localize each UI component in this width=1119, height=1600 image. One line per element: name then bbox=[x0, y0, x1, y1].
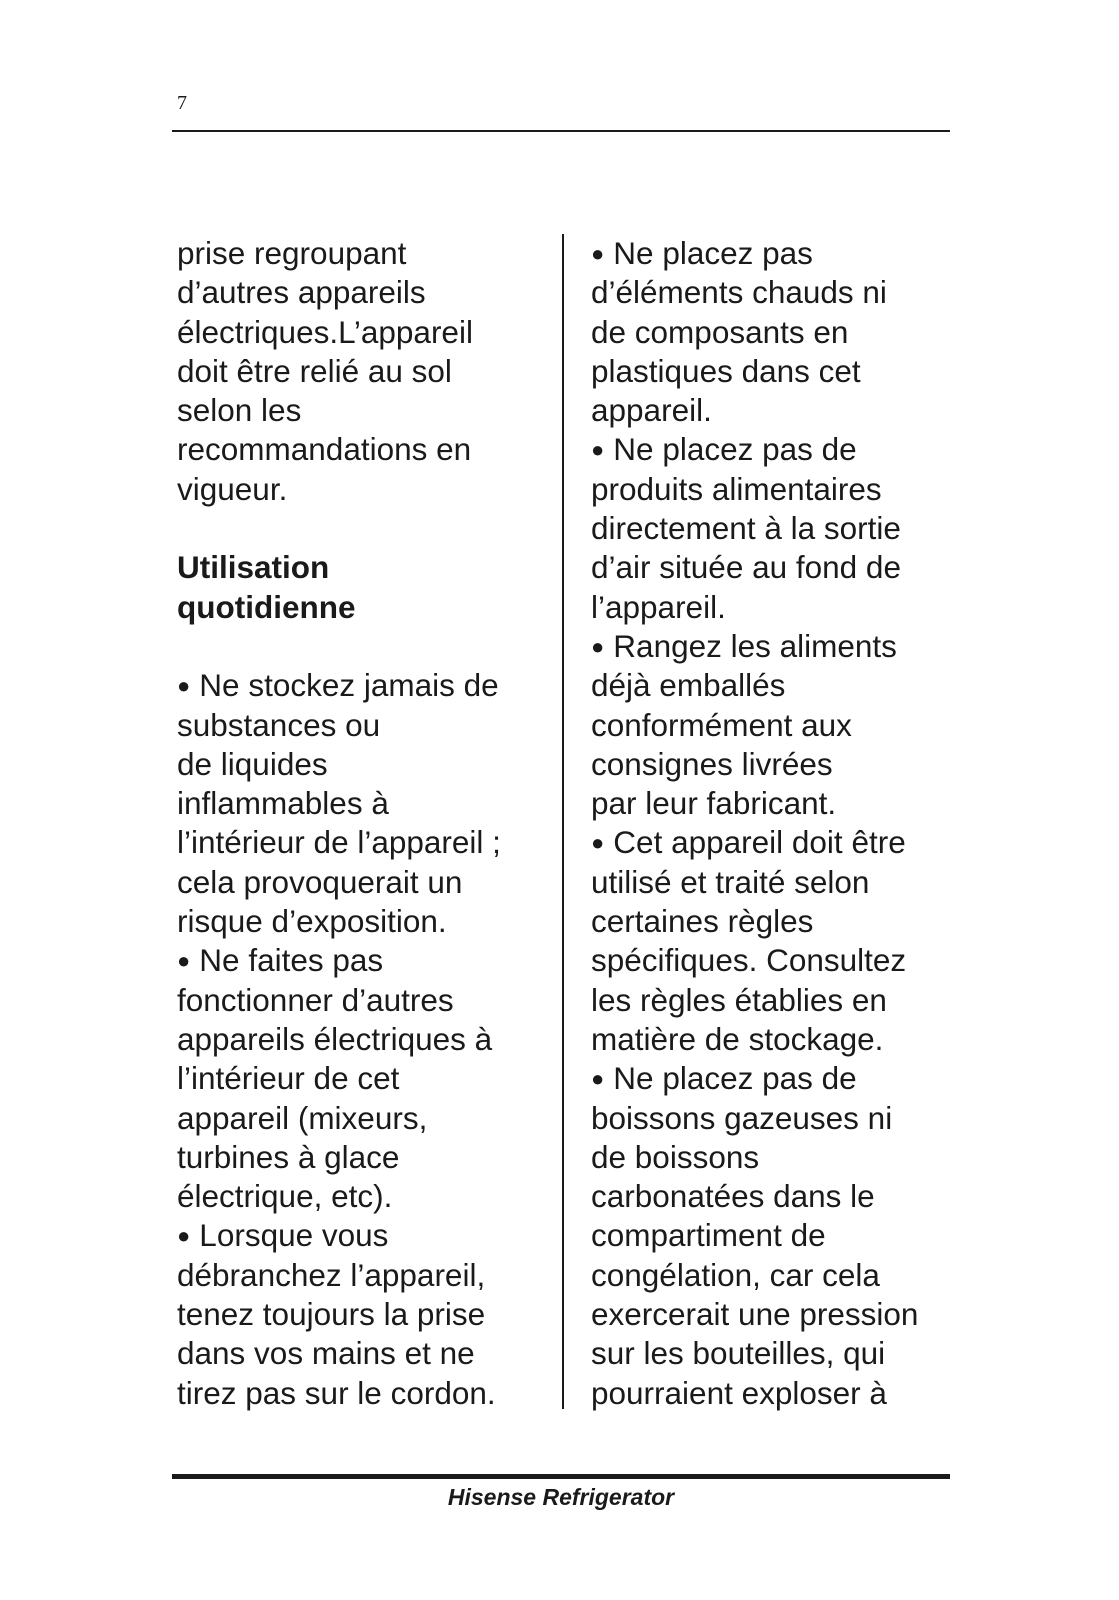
right-column bbox=[591, 234, 963, 1413]
bullet-item-first-line bbox=[591, 627, 963, 666]
bullet-item-first-line bbox=[591, 430, 963, 469]
text-line: carbonatées dans le bbox=[591, 1178, 875, 1215]
text-line: pourraient exploser à bbox=[591, 1374, 887, 1411]
bullet-icon: ● bbox=[591, 830, 605, 856]
text-line: sur les bouteilles, qui bbox=[591, 1335, 886, 1372]
footer-rule bbox=[172, 1474, 950, 1479]
text-line: tirez pas sur le cordon. bbox=[177, 1374, 496, 1411]
text-line: vigueur. bbox=[177, 470, 288, 507]
text-line: appareil (mixeurs, bbox=[177, 1099, 428, 1136]
text-line: produits alimentaires bbox=[591, 470, 882, 507]
text-line: dans vos mains et ne bbox=[177, 1335, 475, 1372]
footer-brand: Hisense Refrigerator bbox=[447, 1484, 675, 1510]
bullet-text: Lorsque vous bbox=[199, 1217, 389, 1254]
section-heading: quotidienne bbox=[177, 588, 356, 625]
text-line: congélation, car cela bbox=[591, 1256, 880, 1293]
bullet-text: Ne faites pas bbox=[199, 942, 384, 979]
bullet-icon: ● bbox=[591, 1066, 605, 1092]
section-heading: Utilisation bbox=[177, 549, 330, 586]
text-line: par leur fabricant. bbox=[591, 785, 837, 822]
text-line: l’intérieur de l’appareil ; bbox=[177, 824, 501, 861]
text-line: fonctionner d’autres bbox=[177, 981, 454, 1018]
text-line: inflammables à bbox=[177, 785, 389, 822]
bullet-item-first-line bbox=[591, 1059, 963, 1098]
left-column bbox=[177, 234, 549, 1413]
text-line: spécifiques. Consultez bbox=[591, 942, 907, 979]
text-line: électrique, etc). bbox=[177, 1178, 393, 1215]
page-number: 7 bbox=[177, 92, 187, 114]
bullet-icon: ● bbox=[591, 241, 605, 266]
bullet-text: Ne stockez jamais de bbox=[199, 667, 499, 704]
bullet-icon: ● bbox=[177, 673, 191, 699]
text-line: doit être relié au sol bbox=[177, 352, 452, 389]
paragraph-gap bbox=[177, 509, 549, 548]
bullet-text: Rangez les aliments bbox=[613, 627, 897, 664]
text-line: conformément aux bbox=[591, 706, 852, 743]
text-line: d’éléments chauds ni bbox=[591, 274, 887, 311]
text-line: matière de stockage. bbox=[591, 1020, 884, 1057]
text-line: de liquides bbox=[177, 745, 328, 782]
text-line: boissons gazeuses ni bbox=[591, 1099, 893, 1136]
text-line: tenez toujours la prise bbox=[177, 1296, 486, 1333]
text-line: débranchez l’appareil, bbox=[177, 1256, 486, 1293]
text-line: certaines règles bbox=[591, 903, 814, 940]
text-line: l’intérieur de cet bbox=[177, 1060, 400, 1097]
text-line: appareils électriques à bbox=[177, 1020, 493, 1057]
bullet-text: Cet appareil doit être bbox=[613, 824, 906, 861]
bullet-item-first-line bbox=[177, 941, 549, 980]
text-line: l’appareil. bbox=[591, 588, 726, 625]
text-line: de boissons bbox=[591, 1138, 760, 1175]
text-line: cela provoquerait un bbox=[177, 863, 463, 900]
bullet-text: Ne placez pas de bbox=[613, 431, 857, 468]
bullet-icon: ● bbox=[177, 1223, 191, 1249]
paragraph-gap bbox=[177, 627, 549, 666]
bullet-text: Ne placez pas bbox=[613, 235, 813, 271]
text-line: d’autres appareils bbox=[177, 274, 426, 311]
text-line: d’air située au fond de bbox=[591, 549, 901, 586]
bullet-item-first-line bbox=[177, 666, 549, 705]
bullet-icon: ● bbox=[177, 948, 191, 974]
text-line: prise regroupant bbox=[177, 235, 407, 271]
bullet-icon: ● bbox=[591, 633, 605, 659]
text-line: directement à la sortie bbox=[591, 510, 901, 547]
bullet-item-first-line bbox=[591, 234, 963, 273]
text-line: plastiques dans cet bbox=[591, 352, 861, 389]
bullet-text: Ne placez pas de bbox=[613, 1060, 857, 1097]
text-line: déjà emballés bbox=[591, 667, 786, 704]
bullet-item-first-line bbox=[177, 1216, 549, 1255]
text-line: consignes livrées bbox=[591, 745, 833, 782]
text-line: exercerait une pression bbox=[591, 1296, 919, 1333]
text-line: compartiment de bbox=[591, 1217, 826, 1254]
text-line: de composants en bbox=[591, 313, 849, 350]
text-line: risque d’exposition. bbox=[177, 903, 447, 940]
text-line: recommandations en bbox=[177, 431, 472, 468]
text-line: substances ou bbox=[177, 706, 381, 743]
header-rule bbox=[172, 130, 950, 132]
text-line: selon les bbox=[177, 392, 302, 429]
text-line: les règles établies en bbox=[591, 981, 887, 1018]
text-line: turbines à glace bbox=[177, 1138, 400, 1175]
text-line: électriques.L’appareil bbox=[177, 313, 473, 350]
bullet-icon: ● bbox=[591, 437, 605, 463]
bullet-item-first-line bbox=[591, 823, 963, 862]
text-line: utilisé et traité selon bbox=[591, 863, 870, 900]
text-line: appareil. bbox=[591, 392, 712, 429]
column-divider bbox=[562, 234, 564, 1409]
